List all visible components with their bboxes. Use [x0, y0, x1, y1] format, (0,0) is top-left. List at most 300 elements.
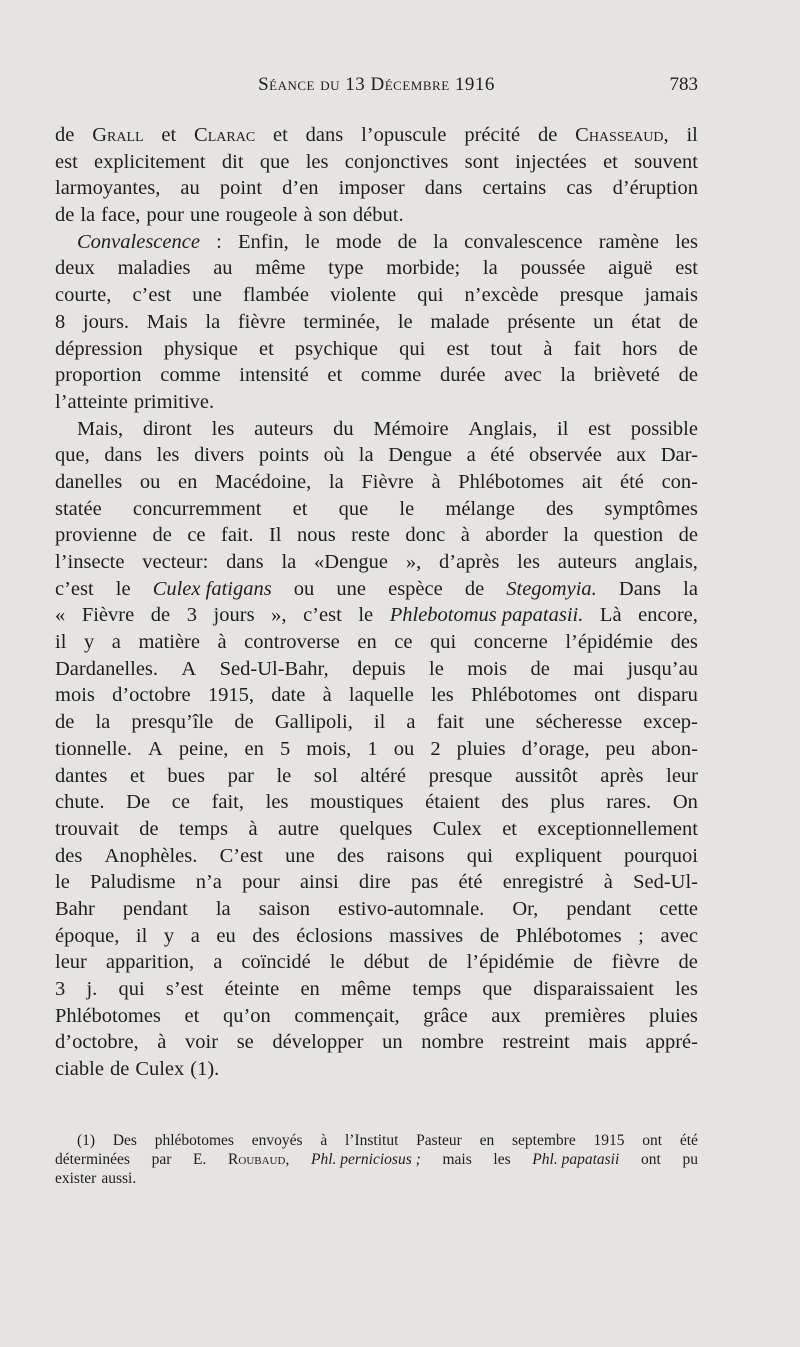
word: ce: [187, 524, 206, 547]
word: »,: [271, 604, 287, 627]
word: tionnelle.: [55, 737, 132, 760]
word: De: [126, 791, 151, 814]
word: pourquoi: [623, 844, 698, 867]
word: été: [679, 1132, 698, 1149]
word: la: [80, 204, 96, 227]
word: aussi.: [101, 1170, 137, 1187]
word: mois: [55, 684, 95, 707]
word: et: [161, 124, 177, 146]
footnote-line: [55, 1150, 698, 1169]
text-line: [55, 255, 698, 282]
word: de: [55, 204, 75, 227]
word: Phlebotomus papatasii.: [389, 604, 584, 627]
word: ce: [171, 791, 190, 814]
word: le: [115, 577, 131, 600]
word: Phl. perniciosus ;: [311, 1151, 421, 1168]
word: quelques: [339, 817, 413, 840]
text-line: [55, 576, 698, 603]
word: laquelle: [348, 684, 414, 707]
text-line: [55, 336, 698, 363]
word: la: [215, 897, 231, 920]
word: des: [252, 924, 280, 947]
word: déterminées: [55, 1151, 130, 1168]
word: leur: [666, 764, 698, 787]
word: Sed-Ul-: [633, 871, 698, 894]
word: exister: [55, 1170, 97, 1187]
word: il: [686, 124, 698, 146]
word: dans: [104, 444, 142, 467]
word: par: [227, 764, 254, 787]
word: envoyés: [251, 1132, 303, 1149]
word: encore,: [638, 604, 698, 627]
word: pour: [146, 204, 184, 227]
word: vecteur:: [142, 551, 209, 573]
word: de: [428, 951, 448, 974]
word: mois: [467, 657, 508, 680]
word: et: [327, 364, 343, 387]
word: intensité: [239, 364, 309, 387]
text-line: [55, 1056, 698, 1083]
word: Culex: [432, 817, 482, 840]
text-line: [55, 843, 698, 870]
text-line: [55, 976, 698, 1003]
word: Phlébotomes: [458, 470, 565, 493]
word: de: [139, 817, 159, 840]
word: raisons: [386, 844, 445, 867]
word: le: [397, 310, 413, 333]
word: état: [631, 310, 661, 333]
word: d’octobre,: [55, 1031, 139, 1054]
word: fièvre: [611, 951, 660, 974]
word: le: [304, 230, 320, 253]
word: Convalescence: [77, 230, 200, 253]
word: Dardanelles.: [55, 657, 159, 680]
word: saison: [258, 897, 310, 920]
word: aux: [491, 1004, 521, 1027]
word: dépression: [55, 337, 143, 360]
word: date: [271, 684, 306, 707]
word: j.: [86, 978, 98, 1000]
word: rares.: [606, 791, 652, 814]
word: a: [466, 444, 476, 467]
page-number: 783: [669, 74, 698, 95]
word: par: [151, 1151, 172, 1168]
word: Clarac: [194, 124, 256, 146]
word: qui: [118, 978, 145, 1000]
word: fait: [573, 337, 601, 360]
word: estivo-automnale.: [338, 897, 485, 920]
word: qui: [417, 284, 444, 307]
word: hors: [622, 337, 658, 360]
word: «: [55, 604, 66, 627]
word: septembre: [512, 1132, 576, 1149]
word: de: [55, 711, 75, 734]
word: 1915,: [207, 684, 254, 707]
word: possible: [630, 417, 698, 440]
text-line: [55, 149, 698, 176]
word: la: [482, 257, 498, 280]
word: espèce: [388, 577, 443, 600]
word: il: [373, 711, 386, 734]
word: Anglais,: [468, 417, 538, 440]
word: restreint: [502, 1031, 570, 1054]
word: danelles: [55, 470, 123, 493]
word: de: [464, 577, 485, 600]
word: Dengue: [388, 444, 452, 467]
text-line: [55, 175, 698, 202]
word: (1).: [190, 1058, 220, 1081]
word: que: [338, 497, 369, 520]
word: 1915: [593, 1132, 625, 1149]
word: un: [382, 1031, 403, 1054]
word: de: [479, 924, 500, 947]
word: Or,: [512, 897, 539, 920]
word: abon-: [651, 737, 698, 760]
text-line: [55, 1003, 698, 1030]
word: certains: [482, 177, 547, 200]
word: d’orage,: [521, 737, 590, 760]
word: avec: [504, 364, 542, 387]
word: mais: [588, 1031, 627, 1054]
text-line: [55, 389, 698, 416]
word: excep-: [643, 711, 698, 734]
word: coïncidé: [241, 951, 311, 974]
text-line: [55, 736, 698, 763]
word: éclosions: [296, 924, 373, 947]
word: même: [255, 257, 306, 280]
word: brièveté: [593, 364, 660, 387]
word: aiguë: [608, 257, 653, 280]
word: les: [675, 230, 698, 253]
word: Grall: [92, 124, 144, 146]
word: la: [563, 524, 579, 547]
word: peu: [605, 737, 636, 760]
word: ce: [394, 631, 413, 654]
word: 5: [279, 737, 291, 760]
word: Fièvre: [361, 470, 414, 493]
word: les: [675, 978, 698, 1000]
word: divers: [194, 444, 245, 467]
word: une: [285, 844, 315, 867]
word: été: [490, 444, 515, 467]
word: où: [323, 444, 345, 467]
word: à: [157, 1031, 167, 1054]
word: ainsi: [299, 871, 339, 894]
word: eu: [216, 924, 236, 947]
word: la: [560, 364, 576, 387]
word: nombre: [421, 1031, 484, 1054]
word: de: [678, 310, 698, 333]
word: le: [429, 657, 444, 680]
word: la: [358, 444, 374, 467]
text-line: [55, 682, 698, 709]
text-line: [55, 896, 698, 923]
word: autre: [278, 817, 319, 840]
word: du: [333, 417, 354, 440]
word: concerne: [473, 631, 548, 654]
word: expliquent: [515, 844, 602, 867]
word: étaient: [425, 791, 480, 814]
word: disparu: [637, 684, 698, 707]
word: fait.: [221, 524, 254, 547]
word: la: [281, 551, 297, 573]
word: l’atteinte: [55, 390, 128, 413]
word: Bahr: [55, 897, 95, 920]
word: enregistré: [502, 871, 584, 894]
word: s’est: [165, 978, 204, 1000]
word: est: [55, 150, 78, 173]
word: d’éruption: [612, 177, 698, 200]
word: Mais,: [77, 417, 124, 440]
text-line: [55, 469, 698, 496]
word: commençait,: [294, 1004, 400, 1027]
word: bues: [167, 764, 205, 787]
text-line: [55, 816, 698, 843]
footnote-line: [55, 1169, 698, 1188]
word: le: [276, 764, 292, 787]
word: controverse: [244, 631, 340, 654]
word: que: [259, 150, 290, 173]
word: développer: [272, 1031, 364, 1054]
word: donc: [405, 524, 446, 547]
word: éteinte: [224, 978, 280, 1000]
word: qui: [399, 337, 426, 360]
word: reste: [351, 524, 390, 547]
word: en: [300, 978, 320, 1000]
word: E.: [193, 1151, 207, 1168]
word: Sed-Ul-Bahr,: [219, 657, 329, 680]
word: comme: [160, 364, 221, 387]
word: précité: [464, 124, 521, 146]
word: les: [305, 150, 329, 173]
word: phlébotomes: [154, 1132, 234, 1149]
word: A: [181, 657, 197, 680]
word: même: [340, 978, 392, 1000]
word: se: [236, 1031, 254, 1054]
word: ait: [581, 470, 603, 493]
text-line: [55, 602, 698, 629]
word: disparaissaient: [533, 978, 654, 1000]
word: Gallipoli,: [274, 711, 353, 734]
word: à: [460, 524, 470, 547]
word: Phlébotomes: [515, 924, 622, 947]
word: son: [318, 204, 347, 227]
word: a: [406, 711, 416, 734]
word: un: [593, 310, 614, 333]
footnote: [55, 1131, 698, 1188]
word: temps: [179, 817, 228, 840]
word: conjonctives: [344, 150, 449, 173]
text-line: [55, 549, 698, 576]
word: moustiques: [310, 791, 404, 814]
word: Stegomyia.: [506, 577, 597, 600]
word: courte,: [55, 284, 112, 307]
word: dantes: [55, 764, 108, 787]
word: y: [163, 924, 175, 947]
text-line: [55, 442, 698, 469]
word: matière: [138, 631, 200, 654]
word: chute.: [55, 791, 105, 814]
word: et: [184, 1004, 200, 1027]
text-line: [55, 496, 698, 523]
word: face,: [101, 204, 141, 227]
word: et: [502, 817, 517, 840]
word: à: [217, 631, 227, 654]
word: diront: [142, 417, 192, 440]
word: mais: [442, 1151, 472, 1168]
word: dans: [424, 177, 463, 200]
word: qui: [466, 844, 493, 867]
word: Des: [112, 1132, 137, 1149]
word: maladies: [117, 257, 191, 280]
word: de: [537, 124, 558, 146]
word: presqu’île: [131, 711, 214, 734]
word: mois,: [306, 737, 352, 760]
word: été: [619, 470, 644, 493]
word: larmoyantes,: [55, 177, 161, 200]
word: à: [248, 817, 258, 840]
word: fait: [436, 711, 464, 734]
word: imposer: [338, 177, 405, 200]
word: Paludisme: [90, 871, 176, 894]
word: à: [303, 204, 313, 227]
word: pendant: [566, 897, 632, 920]
word: tout: [490, 337, 523, 360]
word: Mémoire: [373, 417, 449, 440]
word: Culex fatigans: [152, 577, 272, 600]
running-head: Séance du 13 Décembre 1916: [258, 74, 495, 95]
word: altéré: [360, 764, 406, 787]
word: souvent: [634, 150, 698, 173]
text-line: [55, 1029, 698, 1056]
word: l’épidémie: [565, 631, 653, 654]
word: flambée: [242, 284, 309, 307]
word: Macédoine,: [215, 470, 312, 493]
word: jours: [213, 604, 255, 627]
word: premières: [544, 1004, 626, 1027]
word: la: [433, 230, 448, 253]
word: la: [205, 310, 221, 333]
word: une: [189, 204, 220, 227]
word: anglais,: [634, 551, 698, 573]
word: qui: [430, 631, 457, 654]
text-line: [55, 202, 698, 229]
word: fièvre: [237, 310, 286, 333]
word: aussitôt: [514, 764, 578, 787]
word: ;: [638, 924, 644, 947]
word: pu: [682, 1151, 698, 1168]
word: époque,: [55, 924, 120, 947]
word: rougeole: [225, 204, 298, 227]
word: exceptionnellement: [537, 817, 698, 840]
text-line: [55, 282, 698, 309]
word: de: [397, 230, 417, 253]
word: de: [573, 951, 593, 974]
word: des: [336, 844, 365, 867]
text-line: [55, 923, 698, 950]
word: au: [180, 177, 200, 200]
word: le: [358, 604, 374, 627]
word: de: [150, 604, 171, 627]
word: temps: [412, 978, 462, 1000]
word: pour: [242, 871, 280, 894]
word: d’octobre: [112, 684, 191, 707]
word: mode: [335, 230, 382, 253]
word: de: [678, 524, 698, 547]
word: symptômes: [604, 497, 698, 520]
word: depuis: [352, 657, 406, 680]
word: a: [111, 631, 121, 654]
body-text: [55, 122, 698, 1083]
word: les: [156, 444, 180, 467]
word: la: [95, 711, 111, 734]
word: 8: [55, 310, 66, 333]
word: c’est: [303, 604, 342, 627]
word: de: [234, 711, 254, 734]
word: dans: [305, 124, 344, 146]
footnote-line: [55, 1131, 698, 1150]
word: nous: [296, 524, 336, 547]
word: grâce: [423, 1004, 468, 1027]
word: presque: [559, 284, 624, 307]
text-line: [55, 309, 698, 336]
word: début.: [352, 204, 404, 227]
word: Phl. papatasii: [532, 1151, 620, 1168]
word: cette: [659, 897, 698, 920]
word: à: [320, 1132, 328, 1149]
word: l’opuscule: [361, 124, 447, 146]
word: pluies: [648, 1004, 698, 1027]
word: et: [273, 124, 288, 146]
word: dit: [221, 150, 244, 173]
word: A: [147, 737, 163, 760]
word: ont: [640, 1151, 661, 1168]
word: dire: [358, 871, 391, 894]
word: ont: [594, 684, 621, 707]
word: les: [431, 684, 454, 707]
word: physique: [163, 337, 238, 360]
word: de: [55, 124, 75, 146]
word: présente: [507, 310, 576, 333]
word: leur: [55, 951, 87, 974]
text-line: [55, 522, 698, 549]
word: »,: [405, 551, 422, 573]
word: C’est: [219, 844, 263, 867]
word: jamais: [644, 284, 698, 307]
word: comme: [360, 364, 422, 387]
word: Là: [599, 604, 622, 627]
word: Enfin,: [238, 230, 289, 253]
word: ciable: [55, 1058, 104, 1081]
word: sont: [464, 150, 499, 173]
word: con-: [661, 470, 698, 493]
word: massives: [389, 924, 464, 947]
word: est: [675, 257, 698, 280]
word: d’en: [282, 177, 319, 200]
word: pluies: [456, 737, 506, 760]
word: auteurs: [557, 551, 617, 573]
word: Pasteur: [416, 1132, 462, 1149]
word: type: [328, 257, 364, 280]
word: Mais: [146, 310, 188, 333]
word: les: [517, 551, 540, 573]
word: de: [530, 657, 550, 680]
word: de: [678, 337, 698, 360]
word: en: [357, 631, 377, 654]
word: c’est: [55, 577, 94, 600]
word: pendant: [122, 897, 188, 920]
page-header: [55, 74, 698, 104]
